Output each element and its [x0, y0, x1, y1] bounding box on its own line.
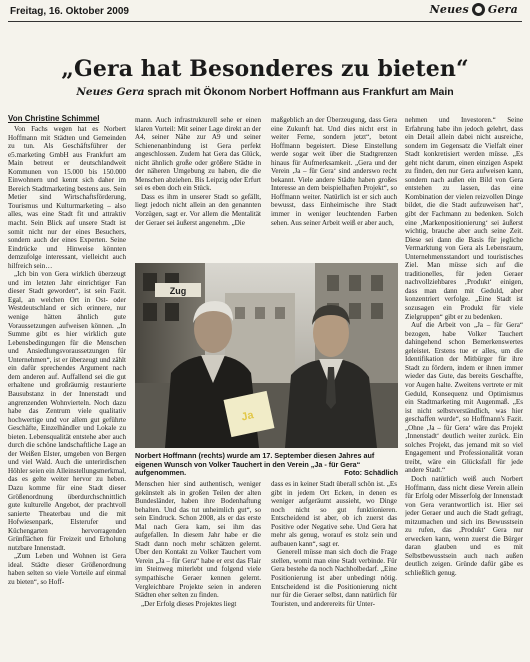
- photo-caption: [135, 452, 398, 478]
- article-column-3-bottom: [271, 480, 397, 657]
- article-subhead: [0, 86, 530, 98]
- held-document-text: Ja: [240, 409, 255, 424]
- photo-credit: Foto: Schädlich: [344, 468, 398, 478]
- paragraph: mann. Auch infrastrukturell sehe er einen klaren Vorteil: Mit seiner Lage direkt an der A4, seiner Nähe zur A9 und seiner Schienenanbindung ist Gera perfekt angeschlossen. Zudem hat Gera das Glück, nicht ähnlich große oder größere Städte in der näheren Umgebung zu haben, die die Menschen abziehen. Bis Leipzig oder Erfurt sei es eben doch ein Stück.: [135, 116, 261, 193]
- brand-name-right: Gera: [487, 3, 518, 16]
- article-column-2-top: [135, 116, 261, 264]
- article-column-2-bottom: [135, 480, 261, 657]
- paragraph: Von Fachs wegen hat es Norbert Hoffmann mit Städten und Gemeinden zu tun. Als Geschäftsführer der e5.marketing GmbH aus Frankfurt am Main betreut er deutschlandweit Kommunen von 15.000 bis 150.000 Einwohnern und kennt sich daher im Bereich Stadtmarketing bestens aus. Sein Metier sind Wirtschaftsförderung, Tourismus und Kulturmarketing – also alles, was eine Stadt fit und attraktiv macht. Sein Blick auf unsere Stadt ist somit nicht nur der eines Besuchers, sondern auch der eines Experten. Seine Eindrücke und Hinweise könnten demzufolge interessant, vielleicht auch hilfreich sein…: [8, 125, 126, 270]
- paragraph: „Zum Leben und Wohnen ist Gera ideal. Städte dieser Größenordnung haben selten so viele Vorteile auf einmal zu bieten“, so Hoff-: [8, 552, 126, 586]
- article-headline: „Gera hat Besonderes zu bieten“: [61, 56, 469, 82]
- paragraph: Generell müsse man sich doch die Frage stellen, womit man eine Stadt verbinde. Für Gera bestehe da noch Nachholbedarf. „Eine Positionierung ist aber unbedingt nötig. Entscheidend ist die Positionierung nicht nur für die Geraer selbst, dann natürlich für Touristen, und anderereits für Unter-: [271, 548, 397, 608]
- paragraph: „Ich bin von Gera wirklich überzeugt und im letzten Jahr einrichtiger Fan dieser Stadt geworden“, ist sein Fazit. Egal, an welchen Ort in Ost- oder Westdeutschland er sich erinnere, nur wenige hätten ähnlich gute Voraussetzungen aufweisen können. „In Summe gibt es hier wirklich gute Lebensbedingungen für die Menschen und Ansiedlungsvoraussetzungen für Unternehmen“, ist er überzeugt und zählt ein dafür sprechendes Argument nach dem anderen auf. Auffallend sei die gut erhaltene und großräumig restaurierte Bausubstanz in der Innenstadt und angrenzenden Wohnvierteln. Noch dazu habe das Zentrum viele qualitativ hochwertige und vor allem gut geführte Geschäfte, Einzelhändler und Lokale zu bieten. Lebensqualität entstehe aber auch durch die schöne landschaftliche Lage an der Weißen Elster, umgeben von Bergen und viel Wald. Auch die unterirdischen Höhler seien ein Alleinstellungsmerkmal, das es geltе weiter hervor zu heben. Dazu komme für eine Stadt dieser Größenordnung überdurchschnittlich gute kulturelle Angebot, der prachtvoll sanierte Theaterbau und die mit Hofwiesenpark, Elsterufer und Küchengarten hervorragenden Grünflächen für Freizeit und Erholung nutzbare Innenstadt.: [8, 270, 126, 552]
- brand-name-left: Neues: [429, 3, 469, 16]
- article-column-3-top: [271, 116, 397, 264]
- issue-date: Freitag, 16. Oktober 2009: [10, 6, 129, 17]
- subhead-brand: Neues Gera: [76, 86, 145, 98]
- paragraph: Auf die Arbeit von „Ja – für Gera“ bezogen, habe Volker Tauchert dahingehend schon Bemerkenswertes geleistet. Erstens tue er alles, um die Identifikation der Mitbürger für ihre Stadt zu fördern, indem er ihnen immer wieder das Gute, das bereits Geschaffte, vor Augen halte. Zweitens vertrete er mit Geduld, Konsequenz und Optimismus ein Stadtmarketing mit Augenmaß. „Es ist nicht selbstverständlich, was hier geschaffen wurde“, so Hoffmann's Fazit. „Ohne ‚Ja – für Gera‘ wäre das Projekt ‚Innenstadt‘ deutlich weiter zurück. Ein solches Projekt, das jemand mit so viel Engagement und Professionalität voran treibt, wäre ein Glücksfall für jede andere Stadt.“: [405, 321, 523, 475]
- masthead-logo: [430, 3, 518, 16]
- paragraph: dass es in keiner Stadt überall schön ist. „Es gibt in jedem Ort Ecken, in denen es weniger aufgeräumt aussieht, wo Dinge noch nicht so gut funktionieren. Entscheidend ist aber, ob ich zuerst das Positive oder Negative sehe. Und Gera hat mehr als genug, worauf es stolz sein und aufbauen kann“, sagt er.: [271, 480, 397, 548]
- shop-sign: Zug: [169, 286, 187, 296]
- author-byline: Von Christine Schimmel: [8, 114, 100, 123]
- paragraph: nehmen und Investoren.“ Seine Erfahrung habe ihn jedoch gelehrt, dass ein Detail allein dabei nicht ausreiche, sondern im Gegensatz die Vielfalt einer Stadt konkretisiert werden müsse. „Es geht nicht darum, einen einzigen Aspekt zu finden, den nur Gera aufweisen kann, sondern nach außen ein Bild von Gera entstehen zu lassen, das eine Kombination der vielen reizvollen Dinge bildet, die die Stadt aufzuweisen hat“, gibt der Fachmann zu bedenken. Solch eine ‚Markenpositionierung‘ sei äußerst wichtig, brauche aber auch seine Zeit. Diese sei dann die Basis für jegliche Vermarktung von Gera als Lebensraum, Unternehmensstandort und touristisches Ziel. Man müsse sich auf die traditionelles, für jeden Geraer nachvollziehbares ‚Produkt‘ einigen, dass man dann mit Geduld, aber konzentriert verfolge. „Eine Stadt ist sozusagen ein Produkt für viele Zielgruppen“ gibt er zu bedenken.: [405, 116, 523, 321]
- subhead-text: sprach mit Ökonom Norbert Hoffmann aus Frankfurt am Main: [144, 86, 454, 98]
- header-rule: [8, 21, 522, 22]
- caption-text: Norbert Hoffmann (rechts) wurde am 17. September diesen Jahres auf eigenen Wunsch von Volker Tauchert in den Verein „Ja - für Gera“ aufgenommen.: [135, 451, 375, 478]
- paragraph: Menschen hier sind authentisch, weniger gekünstelt als in großen Teilen der alten Bundesländer, haben ihre Bodenhaftung behalten. Und das tut unheimlich gut“, so sein Eindruck. Schon 2008, als er das erste Mal nach Gera kam, sei ihm das aufgefallen. In diesem Jahr habe er die Stadt dann noch mehr schätzen gelernt. Über den Kontakt zu Volker Tauchert vom Verein „Ja – für Gera“ habe er erst das Flair im Steinweg miterlebt und folgend viele sympathische Geraer kennen gelernt. Vergleichbare Projekte seien in anderen Städten eher selten zu finden.: [135, 480, 261, 600]
- paragraph: maßgeblich an der Überzeugung, dass Gera eine Zukunft hat. Und dies nicht erst in weiter Ferne, sondern jetzt“, betont Hoffmann begeistert. Diese Einstellung werde sogar weit über die Stadtgrenzen hinaus für Aufmerksamkeit. „Gera und der Verein ‚Ja – für Gera‘ sind anderswo recht bekannt. Viele andere Städte haben großes Interesse an dem beispielhaften Projekt“, so Hoffmann weiter. Natürlich ist er sich auch bewusst, dass Einheimische ihre Stadt immer in weniger leuchtenden Farben sehen. Aus seiner Arbeit weiß er aber auch,: [271, 116, 397, 227]
- city-seal-icon: [472, 3, 485, 16]
- paragraph: Doch natürlich weiß auch Norbert Hoffmann, dass nicht diese Verein allein für Erfolg oder Misserfolg der Innenstadt von Gera verantwortlich ist. Hier sei jeder Geraer und auch die Stadt gefragt, mitzumachen und sich ins Bewusstsein zu rufen, das ‚Produkt‘ Gera nur erwecken kann, wenn zuerst die Bürger daran glauben und es mit Selbstbewusstsein auch nach außen deutlich zeigen. Gründe dafür gäbe es schließlich genug.: [405, 474, 523, 577]
- paragraph: „Der Erfolg dieses Projektes liegt: [141, 599, 237, 608]
- page-header: [0, 0, 530, 22]
- article-column-1: [8, 125, 126, 657]
- article-photo: [135, 263, 398, 448]
- article-column-4: [405, 116, 523, 657]
- photo-illustration: [135, 263, 398, 448]
- paragraph: Dass es ihm in unserer Stadt so gefällt, liegt jedoch nicht allein an den genannten Vorzügen, sagt er. Vor allem die Mentalität der Geraer sei äußerst angenehm. „Die: [135, 192, 261, 227]
